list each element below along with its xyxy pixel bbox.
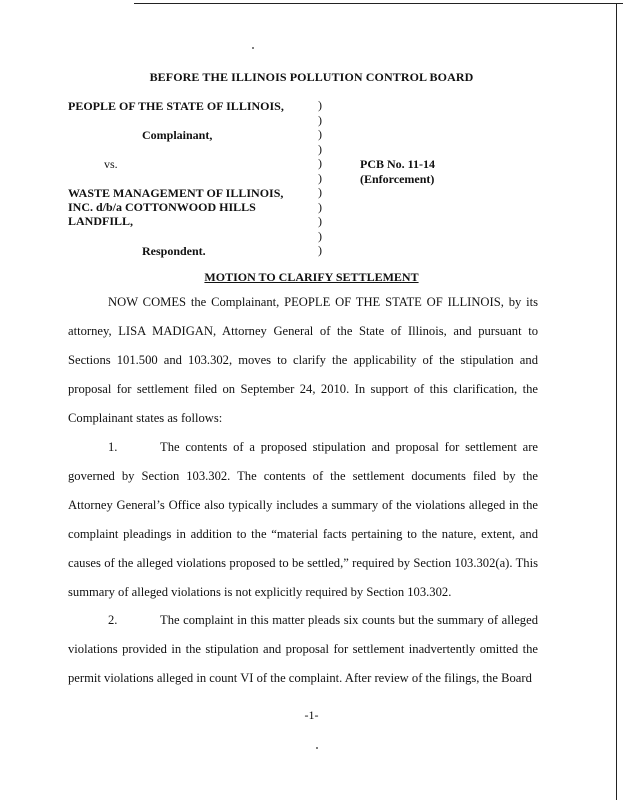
versus: vs. bbox=[104, 157, 118, 171]
case-type: (Enforcement) bbox=[360, 172, 435, 186]
defendant-role: Respondent. bbox=[142, 244, 206, 258]
scan-border-top bbox=[134, 3, 623, 4]
case-number: PCB No. 11-14 bbox=[360, 157, 435, 171]
caption-paren-column: ) ) ) ) ) ) ) ) ) ) ) bbox=[318, 98, 322, 257]
paragraph-number: 1. bbox=[108, 440, 118, 454]
numbered-paragraph bbox=[68, 606, 538, 693]
page-number: -1- bbox=[304, 708, 319, 722]
intro-paragraph bbox=[68, 288, 538, 433]
defendant-line-3: LANDFILL, bbox=[68, 214, 134, 228]
paragraph-text: The complaint in this matter pleads six counts but the summary of alleged violations provided in the stipulation and proposal for settlement inadvertently omitted the permit violations alleged in count VI of the complaint. After review of the filings, the Board bbox=[68, 613, 538, 685]
defendant-line-1: WASTE MANAGEMENT OF ILLINOIS, bbox=[68, 186, 284, 200]
paragraph-text: The contents of a proposed stipulation and proposal for settlement are governed by Section 103.302. The contents of the settlement documents filed by the Attorney General’s Office also typically includes a summary of the violations alleged in the complaint pleadings in addition to the “material facts pertaining to the nature, extent, and causes of the alleged violations proposed to be settled,” required by Section 103.302(a). This summary of alleged violations is not explicitly required by Section 103.302. bbox=[68, 440, 538, 599]
plaintiff-name: PEOPLE OF THE STATE OF ILLINOIS, bbox=[68, 99, 284, 113]
numbered-paragraph bbox=[68, 433, 538, 607]
scan-speck bbox=[316, 747, 318, 749]
scan-border-right bbox=[616, 3, 617, 800]
scan-speck bbox=[252, 47, 254, 49]
intro-text: NOW COMES the Complainant, PEOPLE OF THE STATE OF ILLINOIS, by its attorney, LISA MADIGAN, Attorney General of the State of Illinois, and pursuant to Sections 101.500 and 103.302, moves to clarify the applicability of the stipulation and proposal for settlement filed on September 24, 2010. In support of this clarification, the Complainant states as follows: bbox=[68, 295, 538, 425]
paragraph-number: 2. bbox=[108, 613, 118, 627]
plaintiff-role: Complainant, bbox=[142, 128, 213, 142]
defendant-line-2: INC. d/b/a COTTONWOOD HILLS bbox=[68, 200, 256, 214]
board-title: BEFORE THE ILLINOIS POLLUTION CONTROL BOARD bbox=[149, 70, 474, 84]
motion-title: MOTION TO CLARIFY SETTLEMENT bbox=[204, 270, 419, 284]
